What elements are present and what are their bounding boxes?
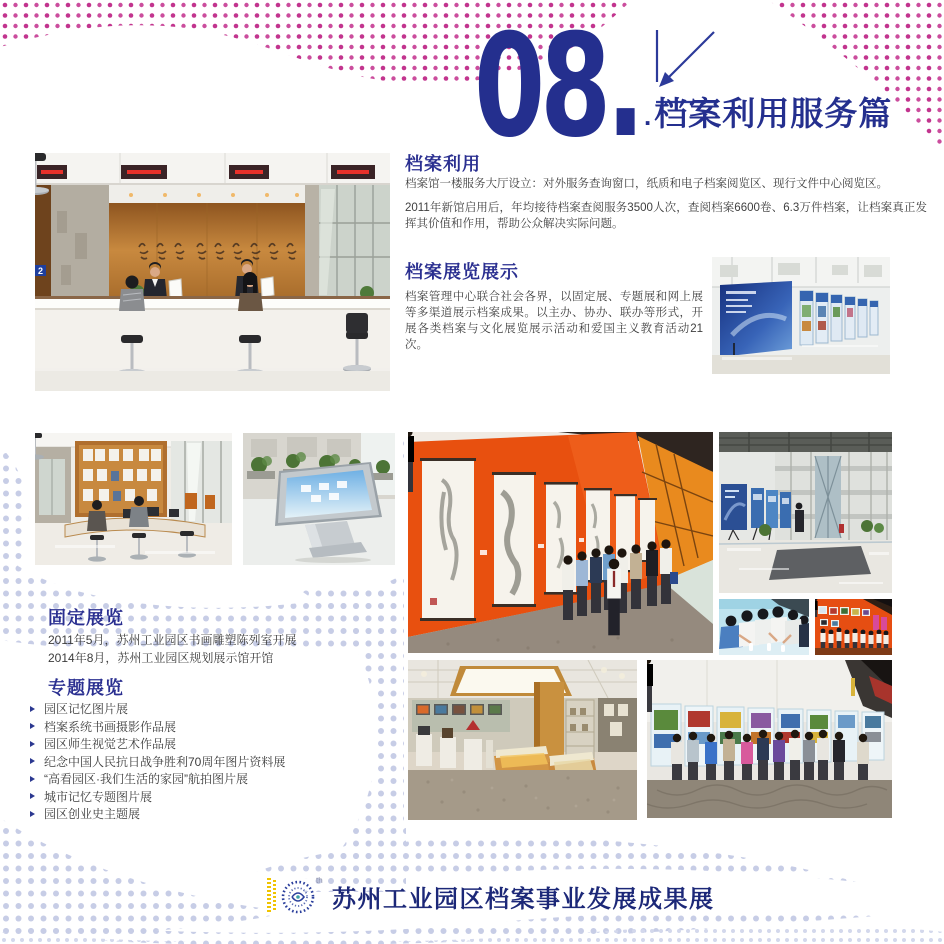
archive-usage-paragraph-2: 2011年新馆启用后，年均接待档案查阅服务3500人次，查阅档案6600卷、6.3万件档案，让档案真正发挥其价值和作用，帮助公众解决实际问题。 [405,202,927,230]
fixed-exhibition-lines [48,631,296,667]
photo-reading-room [31,429,236,569]
list-item [30,753,285,771]
photo-orange-gallery [811,595,896,659]
photo-art-exhibition [404,428,717,657]
list-item-label: 园区创业史主题展 [44,807,141,822]
sip-logo [266,872,330,918]
section-number: 08. [474,4,641,169]
list-item-label: 园区记忆图片展 [44,702,129,717]
photo-service-hall [31,149,394,395]
list-item [30,788,285,806]
heading-archive-usage: 档案利用 [405,154,481,174]
bullet-icon [30,776,35,782]
list-item [30,770,285,788]
logo-superscript: th [316,876,323,885]
photo-badge: 2 [37,266,44,276]
list-item-label: “高看园区·我们生活的家园”航拍图片展 [44,772,248,787]
archive-usage-paragraph-1: 档案馆一楼服务大厅设立：对外服务查询窗口，纸质和电子档案阅览区、现行文件中心阅览区。 [405,178,888,190]
photo-students-activity [715,595,813,659]
fixed-line-2: 2014年8月，苏州工业园区规划展示馆开馆 [48,651,274,665]
title-dot: . [644,101,653,131]
heading-fixed-exhibition: 固定展览 [48,608,124,628]
list-item [30,735,285,753]
photo-atrium-lobby [715,428,896,597]
heading-special-exhibition: 专题展览 [48,678,124,698]
list-item-label: 纪念中国人民抗日战争胜利70周年图片资料展 [44,754,286,769]
footer-exhibition-title: 苏州工业园区档案事业发展成果展 [332,886,715,913]
list-item-label: 城市记忆专题图片展 [44,789,153,804]
bullet-icon [30,723,35,729]
list-item-label: 园区师生视觉艺术作品展 [44,737,177,752]
page-title [644,88,892,135]
list-item [30,700,285,718]
list-item [30,718,285,736]
photo-museum-room [404,656,641,824]
exhibition-display-paragraph: 档案管理中心联合社会各界，以固定展、专题展和网上展等多渠道展示档案成果。以主办、协办、联办等形式，开展各类档案与文化展览展示活动和爱国主义教育活动21次。 [405,291,703,351]
wall-photo-frames [416,704,502,715]
bullet-icon [30,741,35,747]
list-item [30,805,285,823]
list-item-label: 档案系统书画摄影作品展 [44,719,177,734]
special-exhibition-list [30,700,285,823]
photo-banner-exhibition [708,253,894,378]
heading-exhibition-display: 档案展览展示 [405,262,519,282]
photo-touch-kiosk [239,429,399,569]
bullet-icon [30,758,35,764]
photo-panel-viewing [643,656,896,822]
fixed-line-1: 2011年5月，苏州工业园区书画雕塑陈列室开展 [48,633,297,647]
bullet-icon [30,706,35,712]
bullet-icon [30,811,35,817]
bullet-icon [30,793,35,799]
title-text: 档案利用服务篇 [654,95,893,132]
